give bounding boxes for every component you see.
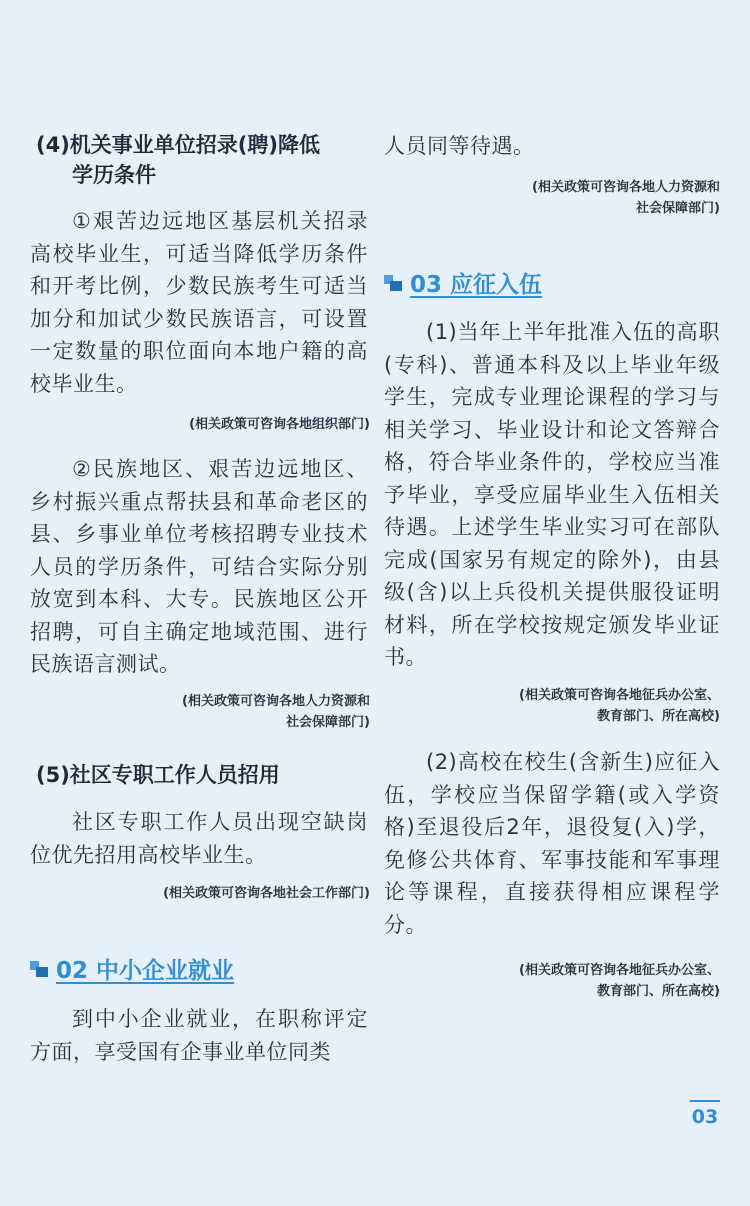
source-note-line1: (相关政策可咨询各地征兵办公室、 <box>519 688 720 703</box>
source-note-line2: 社会保障部门) <box>636 201 720 216</box>
paragraph-sme-employment: 到中小企业就业，在职称评定方面，享受国有企事业单位同类 <box>30 1007 368 1064</box>
section-02-heading <box>30 952 234 985</box>
source-note <box>519 960 720 1002</box>
section-square-icon <box>384 275 402 291</box>
paragraph-continuation: 人员同等待遇。 <box>384 134 535 158</box>
paragraph-community-workers: 社区专职工作人员出现空缺岗位优先招用高校毕业生。 <box>30 810 368 867</box>
source-note: (相关政策可咨询各地社会工作部门) <box>163 886 370 901</box>
source-note: (相关政策可咨询各地组织部门) <box>189 417 370 432</box>
section-02-title: 02 中小企业就业 <box>56 958 235 984</box>
paragraph-enlistment-graduation: (1)当年上半年批准入伍的高职(专科)、普通本科及以上毕业年级学生，完成专业理论课程的学习与相关学习、毕业设计和论文答辩合格，符合毕业条件的，学校应当准予毕业，享受应届毕业生入伍相关待遇。上述学生毕业实习可在部队完成(国家另有规定的除外)，由县级(含)以上兵役机关提供服役证明材料，所在学校按规定颁发毕业证书。 <box>384 320 720 669</box>
source-note <box>182 691 370 733</box>
heading-4-line2: 学历条件 <box>72 163 156 187</box>
heading-4 <box>36 130 376 190</box>
paragraph-rural-recruitment: ①艰苦边远地区基层机关招录高校毕业生，可适当降低学历条件和开考比例，少数民族考生可适当加分和加试少数民族语言，可设置一定数量的职位面向本地户籍的高校毕业生。 <box>30 209 368 396</box>
source-note <box>519 685 720 727</box>
page-number: 03 <box>690 1100 720 1128</box>
section-03-heading <box>384 266 542 299</box>
source-note-line2: 社会保障部门) <box>286 715 370 730</box>
paragraph-enlistment-students: (2)高校在校生(含新生)应征入伍，学校应当保留学籍(或入学资格)至退役后2年，退役复(入)学，免修公共体育、军事技能和军事理论等课程，直接获得相应课程学分。 <box>384 750 720 937</box>
source-note-line1: (相关政策可咨询各地征兵办公室、 <box>519 963 720 978</box>
source-note <box>532 177 720 219</box>
source-note-line2: 教育部门、所在高校) <box>597 984 720 999</box>
source-note-line2: 教育部门、所在高校) <box>597 709 720 724</box>
heading-5: (5)社区专职工作人员招用 <box>36 763 280 787</box>
source-note-line1: (相关政策可咨询各地人力资源和 <box>532 180 720 195</box>
section-square-icon <box>30 961 48 977</box>
section-03-title: 03 应征入伍 <box>410 272 543 298</box>
source-note-line1: (相关政策可咨询各地人力资源和 <box>182 694 370 709</box>
heading-4-line1: (4)机关事业单位招录(聘)降低 <box>36 133 321 157</box>
paragraph-ethnic-regions: ②民族地区、艰苦边远地区、乡村振兴重点帮扶县和革命老区的县、乡事业单位考核招聘专业技术人员的学历条件，可结合实际分别放宽到本科、大专。民族地区公开招聘，可自主确定地域范围、进行民族语言测试。 <box>30 457 368 676</box>
